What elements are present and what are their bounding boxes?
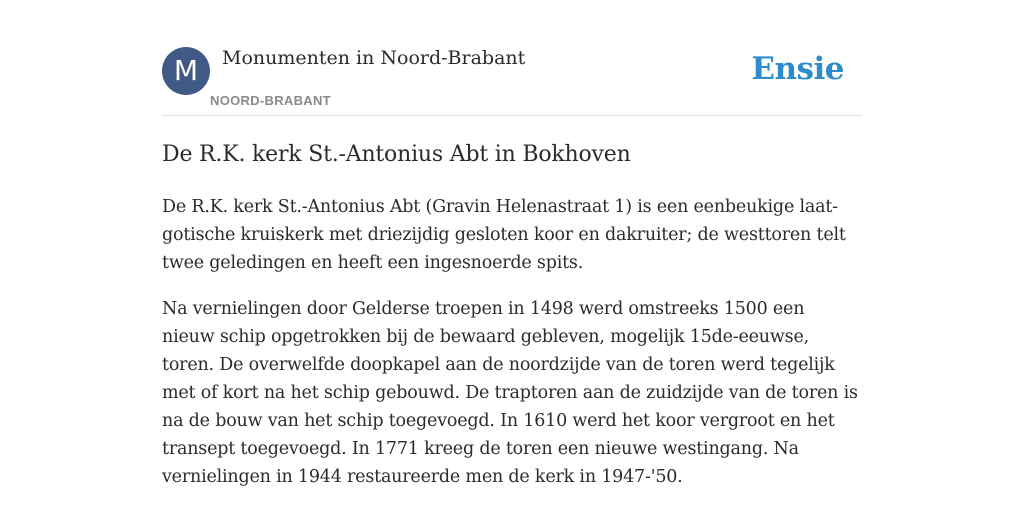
article-title: De R.K. kerk St.-Antonius Abt in Bokhoven bbox=[162, 142, 631, 167]
avatar[interactable]: M bbox=[162, 47, 210, 95]
collection-title-link[interactable]: Monumenten in Noord-Brabant bbox=[222, 47, 526, 69]
collection-tag-link[interactable]: NOORD-BRABANT bbox=[210, 93, 331, 108]
article-paragraph-2: Na vernielingen door Gelderse troepen in 1498 werd omstreeks 1500 een nieuw schip opgetrokken bij de bewaard gebleven, mogelijk 15de-eeuwse, toren. De overwelfde doopkapel aan de noordzijde van de toren werd tegelijk met of kort na het schip gebouwd. De traptoren aan de zuidzijde van de toren is na de bouw van het schip toegevoegd. In 1610 werd het koor vergroot en het transept toegevoegd. In 1771 kreeg de toren een nieuwe westingang. Na vernielingen in 1944 restaureerde men de kerk in 1947-'50. bbox=[162, 299, 858, 487]
article bbox=[162, 139, 862, 491]
header bbox=[162, 46, 862, 116]
article-paragraph-1: De R.K. kerk St.-Antonius Abt (Gravin Helenastraat 1) is een eenbeukige laat-gotische kruiskerk met driezijdig gesloten koor en dakruiter; de westtoren telt twee geledingen en heeft een ingesnoerde spits. bbox=[162, 197, 846, 273]
brand-logo[interactable]: Ensie bbox=[751, 51, 844, 87]
